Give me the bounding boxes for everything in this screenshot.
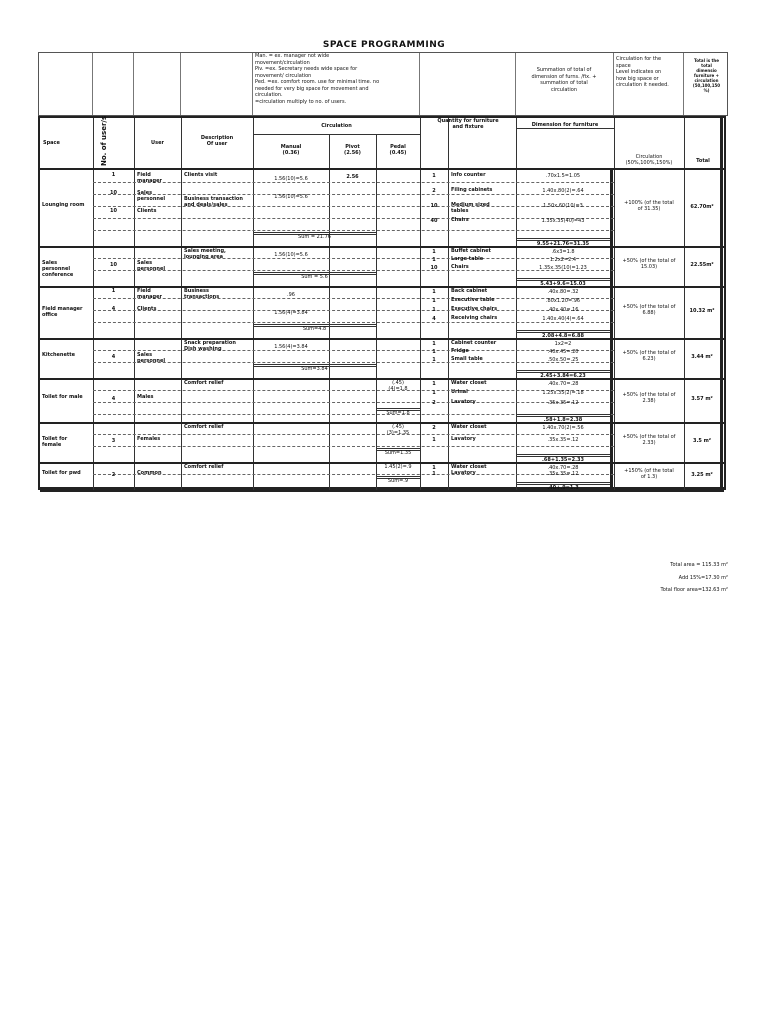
dimension-total: .58+1.8=2.38 (543, 417, 583, 423)
row-total: 3.44 m² (691, 354, 713, 360)
quantity: 1 (432, 465, 436, 471)
summation-note (517, 67, 611, 93)
user-type: Males (137, 394, 154, 400)
row-total: 22.55m² (690, 262, 714, 268)
space-name: Kitchenette (42, 352, 76, 358)
furniture-item: Medium sized tables (451, 202, 490, 214)
notes-header (38, 52, 728, 116)
dimension-value: .50x.50=.25 (547, 357, 579, 363)
total-area: Total area = 115.33 m² (670, 562, 728, 568)
dimension-value: .35x.35=.12 (547, 399, 579, 406)
dimension-value: .35x.35=.12 (547, 437, 579, 443)
furniture-item: Info counter (451, 172, 486, 178)
quantity: 2 (432, 399, 436, 406)
dimension-value: 1.40x.80(2)=.64 (542, 188, 584, 194)
space-name: Toilet for male (42, 394, 83, 400)
dimension-value: 1.35x.35(40)=43 (541, 218, 585, 224)
quantity: 1 (432, 257, 436, 263)
user-type: Clients (137, 208, 157, 214)
dimension-value: 1.2x2=2.4 (549, 257, 577, 263)
space-name: Field manager office (42, 306, 83, 318)
total-note-line: total (701, 63, 712, 68)
user-type: Field manager (137, 288, 162, 300)
user-count: 10 (110, 190, 117, 196)
furniture-item: Chairs (451, 217, 469, 223)
circulation-space-line: Circulation for the (616, 56, 662, 62)
header-user: User (151, 140, 164, 146)
circulation-sum: Sum=1.8 (386, 410, 410, 416)
pedal-value: 1.45(2)=.9 (384, 464, 412, 470)
page-title: SPACE PROGRAMMING (322, 40, 446, 50)
dimension-total: .68+1.35=2.33 (542, 457, 584, 463)
circulation-percentage: +50% (of the total of 6.23) (622, 350, 676, 362)
user-count: 4 (111, 354, 116, 360)
dimension-value: 1.35x.35(10)=1.23 (539, 265, 587, 271)
legend-line: movement/circulation (255, 59, 310, 66)
header-dimension: Dimension for furniture (531, 122, 599, 128)
header-description: Description Of user (200, 135, 234, 147)
space-name: Toilet for female (42, 436, 68, 448)
furniture-item: Lavatory (451, 470, 476, 476)
legend-line: =circulation multiply to no. of users. (255, 98, 347, 105)
summation-line: Summation of total of (536, 67, 592, 73)
row-total: 3.5 m² (693, 438, 711, 444)
quantity: 1 (432, 390, 436, 397)
user-type: Females (137, 436, 161, 442)
pedal-value: (.45) (3)=1.35 (386, 424, 410, 436)
dimension-total: 9.55+21.76=31.35 (536, 241, 590, 247)
circulation-space-line: Level indicates on (616, 69, 662, 75)
col-divider (376, 134, 377, 490)
header-pivot: Pivot (2.56) (344, 144, 361, 156)
circulation-space-line: how big space or (616, 75, 659, 82)
space-name: Lounging room (42, 202, 85, 208)
summation-line: dimension of furns. /fix. + (531, 73, 597, 80)
manual-value: 1.56(10)=5.6 (274, 176, 308, 182)
quantity: 1 (432, 298, 436, 304)
total-note-line: furniture + (694, 73, 719, 78)
furniture-item: Executive chairs (451, 306, 498, 312)
dimension-value: 1x2=2 (554, 341, 572, 347)
quantity: 2 (432, 188, 436, 194)
circulation-percentage: +50% (of the total of 2.33) (622, 434, 676, 446)
quantity: 1 (432, 341, 436, 347)
furniture-item: Fridge (451, 348, 469, 354)
row-dash (93, 434, 614, 435)
user-type: Sales personnel (137, 260, 166, 272)
furniture-item: Large table (451, 256, 484, 262)
user-description: Clients visit (184, 172, 218, 178)
dimension-value: 1.50x.60(10)=3 (543, 203, 583, 209)
user-count: 10 (110, 262, 117, 268)
furniture-item: Buffet cabinet (451, 248, 491, 254)
total-note-line: %) (703, 88, 710, 93)
user-description: Business transaction and deals/sales (184, 196, 243, 208)
quantity: 10 (430, 203, 438, 209)
quantity: 4 (432, 316, 436, 322)
header-total: Total (696, 158, 710, 164)
dimension-value: 1.40x.70(2)=.56 (542, 425, 584, 431)
dimension-value: .40x.80=.32 (547, 289, 579, 295)
circulation-sum: Sum=3.84 (301, 366, 328, 372)
dimension-value: .40x.70=.28 (547, 381, 579, 387)
legend-line: Ped. =ex. comfort room. use for minimal time. no (255, 79, 380, 85)
col-divider (329, 134, 330, 490)
user-count: 3 (111, 438, 116, 444)
circulation-percentage: +50% (of the total of 2.38) (622, 392, 676, 404)
total-note-line: circulation (694, 78, 719, 83)
quantity: 1 (432, 381, 436, 387)
legend-notes (255, 53, 417, 105)
furniture-item: Water closet (451, 424, 487, 430)
user-description: Comfort relief (184, 424, 224, 430)
circulation-sum: Sum=1.35 (384, 450, 412, 456)
row-dash (93, 182, 614, 183)
circulation-percentage: +150% (of the total of 1.3) (624, 468, 674, 480)
furniture-item: Cabinet counter (451, 340, 497, 346)
furniture-item: Small table (451, 356, 483, 362)
row-bottom-line (40, 246, 724, 248)
legend-line: circulation. (255, 92, 283, 98)
total-floor-area: Total floor area=132.63 m² (660, 587, 728, 593)
user-type: Sales personnel (137, 190, 166, 202)
dimension-value: .35x.35=.12 (547, 471, 579, 477)
user-type: Field manager (137, 172, 162, 184)
user-description: Comfort relief (184, 380, 224, 386)
user-type: Common (137, 470, 162, 476)
total-note-line: (50,100,150 (692, 83, 721, 88)
quantity: 40 (430, 218, 438, 224)
furniture-item: Lavatory (451, 398, 476, 405)
row-bottom-line (40, 338, 724, 340)
quantity: 10 (430, 265, 438, 271)
header-space: Space (43, 140, 60, 146)
circulation-space-line: circulation it needed. (616, 82, 669, 88)
circulation-percentage: +100% (of the total of 31.35) (624, 200, 674, 212)
total-note-line: Total is the (694, 58, 719, 63)
circulation-sum: Sum = 21.76 (298, 234, 331, 240)
dimension-total: 2.08+4.8=6.88 (542, 333, 584, 339)
col-divider (720, 118, 723, 490)
user-description: Comfort relief (184, 464, 224, 470)
space-name: Sales personnel conference (42, 260, 74, 278)
legend-line: needed for very big space for movement and (255, 85, 369, 92)
manual-value: 1.56(4)=3.84 (274, 344, 308, 350)
quantity: 1 (432, 349, 436, 355)
manual-value: .96 (287, 292, 295, 298)
dimension-total: 2.45+3.84=6.23 (540, 373, 586, 379)
dimension-value: .40x.45=.20 (547, 349, 579, 355)
manual-value: 1.56(4)=3.84 (274, 310, 308, 316)
header-circulation: Circulation (321, 123, 352, 129)
furniture-item: Lavatory (451, 436, 476, 442)
row-dash (93, 194, 614, 195)
dimension-value: .6x3=1.8 (551, 249, 575, 255)
user-description: Business transactions (184, 288, 220, 300)
user-count: 2 (111, 472, 116, 478)
subheader-line (516, 128, 614, 129)
header-pedal: Pedal (0.45) (389, 144, 407, 156)
circulation-sum: Sum=4.8 (302, 326, 327, 332)
row-bottom-line (40, 490, 724, 492)
legend-line: Piv. =ex. Secretary needs wide space for (255, 66, 358, 72)
dimension-total: .40+.9=1.3 (547, 485, 579, 491)
manual-value: 1.56(10)=5.6 (274, 252, 308, 258)
quantity: 1 (432, 307, 436, 313)
header-users: No. of user/s (100, 115, 108, 166)
user-description: Sales meeting, lounging area (184, 248, 226, 260)
quantity: 1 (432, 249, 436, 255)
quantity: 1 (432, 437, 436, 443)
total-note-line: dimensio (696, 68, 717, 73)
space-programming-table (38, 116, 726, 490)
furniture-item: Back cabinet (451, 288, 488, 294)
quantity: 1 (432, 173, 436, 179)
summation-line: circulation (550, 86, 578, 93)
dimension-value: .40x.70=.28 (547, 465, 579, 471)
furniture-item: Water closet (451, 380, 487, 386)
pedal-value: (.45) (4)=1.8 (388, 380, 408, 392)
dimension-value: .70x1.5=1.05 (545, 173, 581, 179)
quantity: 1 (432, 471, 436, 477)
furniture-item: Water closet (451, 464, 487, 470)
user-count: 4 (111, 396, 116, 402)
row-dash (93, 322, 614, 323)
header-bottom-line (40, 168, 724, 170)
furniture-item: Chairs (451, 264, 469, 270)
header-manual: Manual (0.36) (280, 144, 302, 156)
subheader-line (253, 134, 420, 135)
manual-value: 1.56(10)=5.6 (274, 194, 308, 200)
add-percentage: Add 15%=17.30 m² (678, 575, 728, 581)
header-quantity: Quantity for furniture and fixture (437, 118, 499, 130)
quantity: 2 (432, 425, 436, 431)
user-description: Snack preparation Dish washing (184, 340, 236, 352)
user-type: Clients (137, 306, 157, 312)
circulation-space-line: space (616, 62, 631, 69)
dimension-total: 5.43+9.6=15.03 (540, 281, 586, 287)
circulation-percentage: +50% (of the total of 15.03) (622, 258, 676, 270)
total-note (684, 58, 729, 93)
user-count: 10 (110, 208, 117, 214)
summation-line: summation of total (540, 80, 588, 86)
row-dash (93, 446, 614, 447)
circulation-percentage: +50% (of the total of 6.88) (622, 304, 676, 316)
quantity: 1 (432, 289, 436, 295)
circulation-sum: Sum=.9 (387, 478, 409, 484)
circulation-space-note (616, 56, 682, 89)
header-circulation-pct: Circulation (50%,100%,150%) (625, 154, 673, 166)
legend-line: movement/ circulation (255, 72, 312, 79)
row-total: 3.57 m² (691, 396, 713, 402)
user-type: Sales personnel (137, 352, 166, 364)
col-divider (684, 118, 685, 490)
row-total: 3.25 m² (691, 472, 713, 478)
furniture-item: Filing cabinets (451, 187, 493, 193)
user-count: 4 (111, 306, 116, 312)
furniture-item: Urinal (451, 389, 468, 396)
circulation-sum: Sum = 5.6 (301, 274, 328, 280)
dimension-value: .40x.40=.16 (547, 307, 579, 313)
pivot-value: 2.56 (346, 174, 359, 180)
dimension-value: 1.25x.35(2)=.18 (542, 390, 584, 397)
row-dash (93, 230, 614, 231)
quantity: 1 (432, 357, 436, 363)
dimension-value: 1.40x.40(4)=.64 (542, 316, 584, 322)
legend-line: Man. = ex. manager not wide (255, 53, 330, 59)
row-total: 10.32 m² (689, 308, 715, 314)
user-count: 1 (111, 288, 116, 294)
dimension-value: .80x1.20=.96 (545, 298, 581, 304)
space-name: Toilet for pwd (42, 470, 81, 476)
user-count: 1 (111, 172, 116, 178)
furniture-item: Receiving chairs (451, 315, 498, 321)
furniture-item: Executive table (451, 297, 495, 303)
row-total: 62.70m² (690, 204, 714, 210)
